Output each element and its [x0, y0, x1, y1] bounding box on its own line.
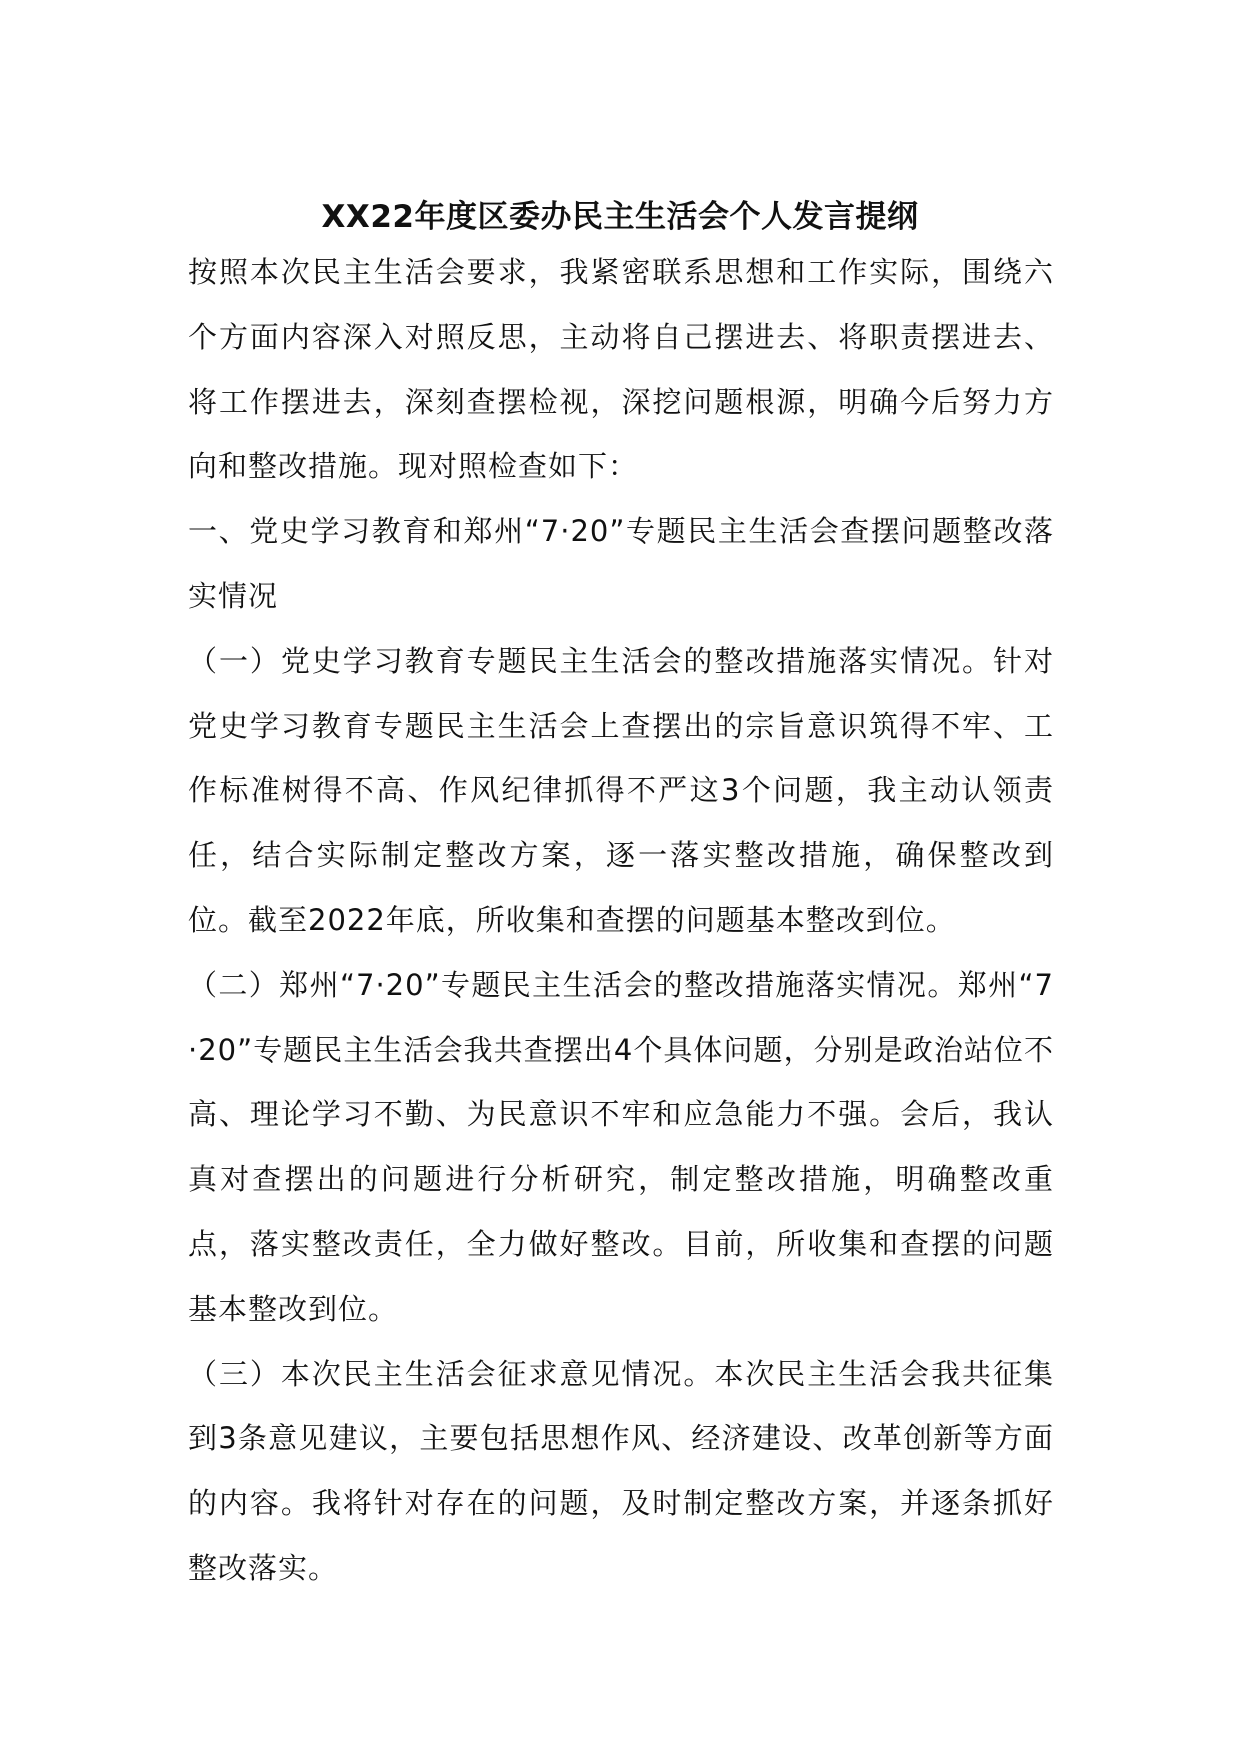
subsection-paragraph-1: （一）党史学习教育专题民主生活会的整改措施落实情况。针对党史学习教育专题民主生活会上查摆出的宗旨意识筑得不牢、工作标准树得不高、作风纪律抓得不严这3个问题，我主动认领责任，结合实际制定整改方案，逐一落实整改措施，确保整改到位。截至2022年底，所收集和查摆的问题基本整改到位。	[188, 643, 1054, 937]
subsection-paragraph-2: （二）郑州“7·20”专题民主生活会的整改措施落实情况。郑州“7·20”专题民主生活会我共查摆出4个具体问题，分别是政治站位不高、理论学习不勤、为民意识不牢和应急能力不强。会后，我认真对查摆出的问题进行分析研究，制定整改措施，明确整改重点，落实整改责任，全力做好整改。目前，所收集和查摆的问题基本整改到位。	[188, 967, 1054, 1326]
section-heading-1: 一、党史学习教育和郑州“7·20”专题民主生活会查摆问题整改落实情况	[188, 514, 1054, 613]
intro-paragraph: 按照本次民主生活会要求，我紧密联系思想和工作实际，围绕六个方面内容深入对照反思，主动将自己摆进去、将职责摆进去、将工作摆进去，深刻查摆检视，深挖问题根源，明确今后努力方向和整改措施。现对照检查如下：	[188, 255, 1054, 484]
document-body	[188, 240, 1054, 1601]
subsection-paragraph-3: （三）本次民主生活会征求意见情况。本次民主生活会我共征集到3条意见建议，主要包括思想作风、经济建设、改革创新等方面的内容。我将针对存在的问题，及时制定整改方案，并逐条抓好整改落实。	[188, 1356, 1054, 1585]
document-title: XX22年度区委办民主生活会个人发言提纲	[321, 198, 919, 235]
